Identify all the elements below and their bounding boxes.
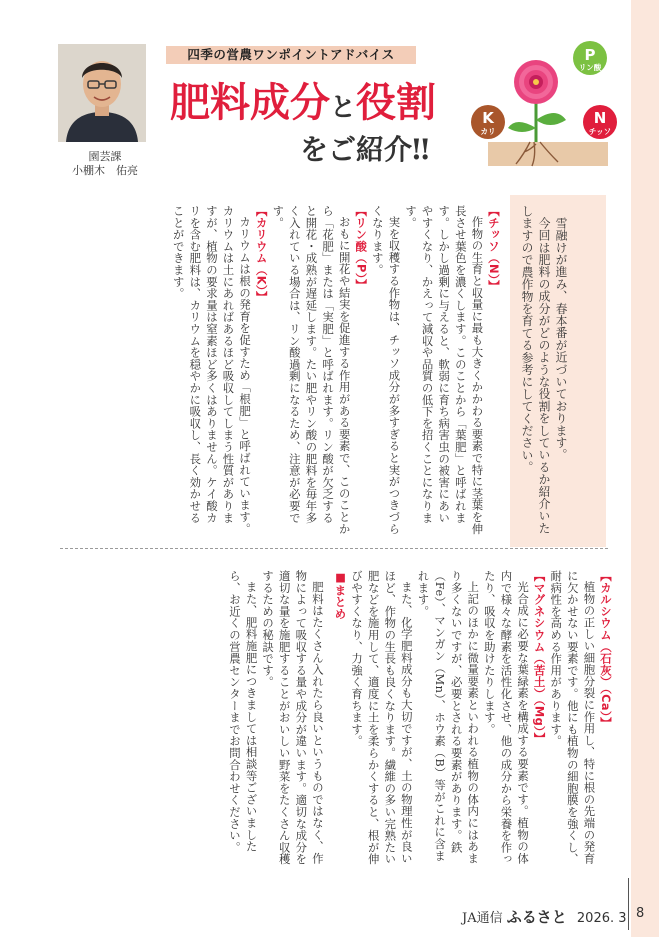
magnesium-paragraph: 光合成に必要な葉緑素を構成する要素です。植物の体内で様々な酵素を活性化させ、他の成分から栄養を作ったり、吸収を助けたりします。: [482, 570, 531, 865]
section-divider: [60, 548, 608, 549]
intro-text: [518, 205, 569, 537]
k-label: K: [482, 109, 494, 127]
p-label: P: [584, 46, 596, 64]
magnesium-heading: 【マグネシウム（苦土）（Mg）】: [532, 570, 547, 745]
footer-separator: [628, 878, 629, 930]
series-kicker: 四季の営農ワンポイントアドバイス: [166, 46, 416, 64]
magnesium-paragraph: 上記のほかに微量要素といわれる植物の体内にはあまり多くないですが、必要とされる要素があります。鉄（Fe）、マンガン（Mn）、ホウ素（B）等がこれに含まれます。: [416, 570, 481, 865]
summary-heading: ■まとめ: [333, 570, 348, 620]
leaf-right-icon: [536, 113, 566, 125]
calcium-paragraph: 植物の正しい細胞分裂に作用し、特に根の先端の発育に欠かせない要素です。他にも植物の細胞膜を強くし、耐病性を高める作用があります。: [549, 570, 597, 865]
n-name: チッソ: [588, 127, 612, 136]
page-number: 8: [636, 906, 645, 921]
issue-date: 2026. 3: [576, 911, 627, 926]
author-photo: [58, 44, 146, 142]
potassium-heading: 【カリウム（K）】: [254, 205, 269, 303]
summary-paragraph: 肥料はたくさん入れたら良いというものではなく、作物によって吸収する量や成分が違います。適切な成分を適切な量を施肥することがおいしい野菜をたくさん収穫するための秘訣です。: [261, 570, 325, 865]
author-caption: [55, 150, 155, 178]
soil-icon: [488, 142, 608, 166]
phosphorus-heading: 【リン酸（P）】: [354, 205, 369, 291]
author-name: 小棚木 佑亮: [72, 164, 138, 177]
magazine-name: [462, 906, 627, 927]
p-name: リン酸: [578, 63, 602, 72]
intro-box: [510, 195, 606, 547]
title-part2: 役割: [356, 79, 437, 126]
nitrogen-heading: 【チッソ（N）】: [487, 205, 501, 292]
magazine-prefix: JA通信: [462, 911, 503, 926]
dahlia-flower-icon: [514, 60, 558, 104]
upper-article-column: [50, 205, 502, 535]
potassium-paragraph: カリウムは根の発育を促すため「根肥」と呼ばれています。カリウムは土にあればあるほど吸収してしまう性質がありますが、植物の要求量は窒素ほど多くはありません。ケイ酸カリを含む肥料は、カリウムを穏やかに吸収し、長く効かせることができます。: [171, 205, 253, 535]
nitrogen-paragraph: 作物の生育と収量に最も大きくかかわる要素で特に茎葉を伸長させ葉色を濃くします。このことから「葉肥」と呼ばれます。しかし過剰に与えると、軟弱に育ち病害虫の被害にあいやすくなり、かえって減収や品質の低下を招くことになります。: [404, 205, 485, 535]
k-name: カリ: [480, 127, 496, 136]
intro-paragraph: 今回は肥料の成分がどのような役割をしているか紹介いたしますので農作物を育てる参考にしてください。: [520, 205, 551, 534]
author-department: 園芸課: [88, 150, 122, 163]
plant-nutrient-illustration: [470, 40, 620, 170]
author-portrait-icon: [58, 44, 146, 142]
title-part1: 肥料成分: [170, 79, 330, 126]
leaf-left-icon: [508, 122, 536, 132]
lower-article-column: [62, 570, 614, 870]
n-label: N: [593, 109, 607, 127]
summary-paragraph: また、肥料施肥につきましては相談等ございましたら、お近くの営農センターまでお問合わせください。: [227, 570, 259, 854]
nitrogen-badge: [583, 105, 617, 139]
magnesium-paragraph: また、化学肥料成分も大切ですが、土の物理性が良いほど、作物の生長も良くなります。繊維の多い完熟たい肥などを施用して、適度に土を柔らかくすると、根が伸びやすくなり、力強く育ちます。: [350, 570, 414, 865]
phosphorus-badge: [573, 41, 607, 75]
calcium-heading: 【カルシウム（石灰）（Ca）】: [599, 570, 613, 729]
nitrogen-paragraph: 実を収穫する作物は、チッソ成分が多すぎると実がつきづらくなります。: [370, 205, 402, 535]
page-title-line2: をご紹介‼: [300, 133, 430, 166]
potassium-badge: [471, 105, 505, 139]
right-edge-band: [631, 0, 659, 937]
phosphorus-paragraph: おもに開花や結実を促進する作用がある要素で、このことから「花肥」または「実肥」と呼ばれます。リン酸が欠乏すると開花・成熟が遅延します。たい肥やリン酸の肥料を毎年多く入れている場合は、リン酸過剰になるため、注意が必要です。: [271, 205, 352, 535]
page-title: [170, 80, 436, 131]
title-connector: と: [330, 93, 357, 123]
magazine-title: ふるさと: [506, 908, 567, 926]
intro-paragraph: 雪融けが進み、春本番が近づいております。: [554, 216, 568, 461]
